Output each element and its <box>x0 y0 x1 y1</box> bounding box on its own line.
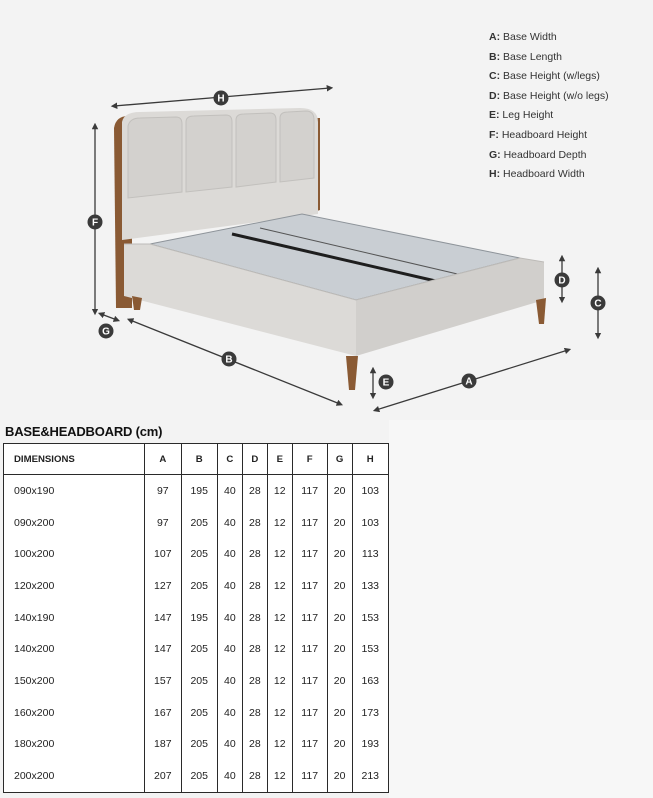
cell-g: 20 <box>327 602 352 634</box>
cell-d: 28 <box>242 633 267 665</box>
cell-h: 113 <box>352 538 388 570</box>
cell-h: 173 <box>352 697 388 729</box>
marker-d <box>555 273 570 288</box>
marker-g <box>99 324 114 339</box>
cell-size: 090x190 <box>4 475 145 507</box>
cell-f: 117 <box>292 602 327 634</box>
cell-g: 20 <box>327 760 352 792</box>
cell-f: 117 <box>292 633 327 665</box>
svg-text:A: A <box>465 376 473 388</box>
marker-e <box>379 375 394 390</box>
table-row <box>4 729 389 761</box>
cell-size: 200x200 <box>4 760 145 792</box>
cell-a: 107 <box>145 538 181 570</box>
table-row <box>4 760 389 792</box>
cell-g: 20 <box>327 538 352 570</box>
cell-g: 20 <box>327 475 352 507</box>
cell-e: 12 <box>267 697 292 729</box>
cell-d: 28 <box>242 665 267 697</box>
cell-size: 140x200 <box>4 633 145 665</box>
header-h: H <box>352 444 388 475</box>
table-row <box>4 665 389 697</box>
blank-panel <box>389 420 653 798</box>
header-f: F <box>292 444 327 475</box>
marker-b <box>222 352 237 367</box>
svg-text:G: G <box>102 326 110 338</box>
cell-d: 28 <box>242 538 267 570</box>
header-e: E <box>267 444 292 475</box>
header-c: C <box>217 444 242 475</box>
legend-item-e: E: Leg Height <box>489 109 554 122</box>
legend-item-d: D: Base Height (w/o legs) <box>489 89 609 102</box>
cell-c: 40 <box>217 729 242 761</box>
legend-item-b: B: Base Length <box>489 50 562 63</box>
cell-size: 180x200 <box>4 729 145 761</box>
cell-c: 40 <box>217 507 242 539</box>
cell-f: 117 <box>292 538 327 570</box>
cell-c: 40 <box>217 697 242 729</box>
svg-text:D: D <box>558 275 566 287</box>
cell-size: 100x200 <box>4 538 145 570</box>
cell-b: 205 <box>181 570 217 602</box>
cell-h: 103 <box>352 507 388 539</box>
cell-c: 40 <box>217 570 242 602</box>
cell-a: 147 <box>145 602 181 634</box>
cell-e: 12 <box>267 538 292 570</box>
cell-d: 28 <box>242 729 267 761</box>
cell-a: 187 <box>145 729 181 761</box>
cell-g: 20 <box>327 633 352 665</box>
cell-d: 28 <box>242 507 267 539</box>
svg-text:E: E <box>382 377 390 389</box>
cell-e: 12 <box>267 633 292 665</box>
cell-b: 205 <box>181 507 217 539</box>
cell-a: 207 <box>145 760 181 792</box>
cell-b: 195 <box>181 602 217 634</box>
legend-item-h: H: Headboard Width <box>489 168 585 181</box>
cell-c: 40 <box>217 602 242 634</box>
header-d: D <box>242 444 267 475</box>
table-row <box>4 475 389 507</box>
cell-a: 157 <box>145 665 181 697</box>
cell-g: 20 <box>327 570 352 602</box>
svg-text:F: F <box>91 217 99 229</box>
cell-size: 140x190 <box>4 602 145 634</box>
cell-g: 20 <box>327 729 352 761</box>
cell-f: 117 <box>292 507 327 539</box>
cell-b: 195 <box>181 475 217 507</box>
cell-h: 213 <box>352 760 388 792</box>
marker-c <box>591 296 606 311</box>
cell-e: 12 <box>267 729 292 761</box>
cell-h: 153 <box>352 602 388 634</box>
cell-f: 117 <box>292 570 327 602</box>
cell-e: 12 <box>267 475 292 507</box>
table-row <box>4 507 389 539</box>
legend-item-a: A: Base Width <box>489 31 557 43</box>
cell-c: 40 <box>217 538 242 570</box>
table-row <box>4 602 389 634</box>
cell-e: 12 <box>267 507 292 539</box>
cell-h: 133 <box>352 570 388 602</box>
cell-g: 20 <box>327 507 352 539</box>
cell-size: 150x200 <box>4 665 145 697</box>
dim-line-g <box>101 314 117 320</box>
header-b: B <box>181 444 217 475</box>
cell-g: 20 <box>327 665 352 697</box>
cell-size: 160x200 <box>4 697 145 729</box>
header-dimensions: DIMENSIONS <box>4 444 145 475</box>
table-header-row <box>4 444 389 475</box>
cell-c: 40 <box>217 633 242 665</box>
legend-item-c: C: Base Height (w/legs) <box>489 70 600 83</box>
cell-e: 12 <box>267 602 292 634</box>
cell-b: 205 <box>181 538 217 570</box>
table-row <box>4 697 389 729</box>
header-a: A <box>145 444 181 475</box>
cell-c: 40 <box>217 665 242 697</box>
cell-d: 28 <box>242 475 267 507</box>
cell-b: 205 <box>181 697 217 729</box>
legend-item-g: G: Headboard Depth <box>489 148 587 161</box>
legend-item-f: F: Headboard Height <box>489 128 588 141</box>
cell-a: 97 <box>145 507 181 539</box>
table-row <box>4 538 389 570</box>
dimensions-table <box>3 443 389 793</box>
cell-f: 117 <box>292 729 327 761</box>
table-row <box>4 570 389 602</box>
table-row <box>4 633 389 665</box>
cell-b: 205 <box>181 760 217 792</box>
cell-a: 127 <box>145 570 181 602</box>
cell-e: 12 <box>267 570 292 602</box>
cell-f: 117 <box>292 697 327 729</box>
svg-text:B: B <box>225 354 233 366</box>
cell-a: 97 <box>145 475 181 507</box>
dimension-legend <box>489 28 609 185</box>
cell-a: 167 <box>145 697 181 729</box>
cell-d: 28 <box>242 760 267 792</box>
cell-d: 28 <box>242 697 267 729</box>
marker-a <box>462 374 477 389</box>
cell-f: 117 <box>292 475 327 507</box>
cell-size: 120x200 <box>4 570 145 602</box>
cell-a: 147 <box>145 633 181 665</box>
marker-f <box>88 215 103 230</box>
cell-size: 090x200 <box>4 507 145 539</box>
table-title: BASE&HEADBOARD (cm) <box>5 424 163 439</box>
cell-b: 205 <box>181 633 217 665</box>
cell-b: 205 <box>181 729 217 761</box>
cell-f: 117 <box>292 665 327 697</box>
cell-e: 12 <box>267 665 292 697</box>
cell-b: 205 <box>181 665 217 697</box>
cell-g: 20 <box>327 697 352 729</box>
cell-h: 103 <box>352 475 388 507</box>
cell-h: 163 <box>352 665 388 697</box>
cell-d: 28 <box>242 570 267 602</box>
cell-e: 12 <box>267 760 292 792</box>
cell-h: 193 <box>352 729 388 761</box>
cell-f: 117 <box>292 760 327 792</box>
marker-h <box>214 91 229 106</box>
svg-text:C: C <box>594 298 602 310</box>
header-g: G <box>327 444 352 475</box>
cell-d: 28 <box>242 602 267 634</box>
cell-h: 153 <box>352 633 388 665</box>
cell-c: 40 <box>217 475 242 507</box>
svg-text:H: H <box>217 93 225 105</box>
cell-c: 40 <box>217 760 242 792</box>
